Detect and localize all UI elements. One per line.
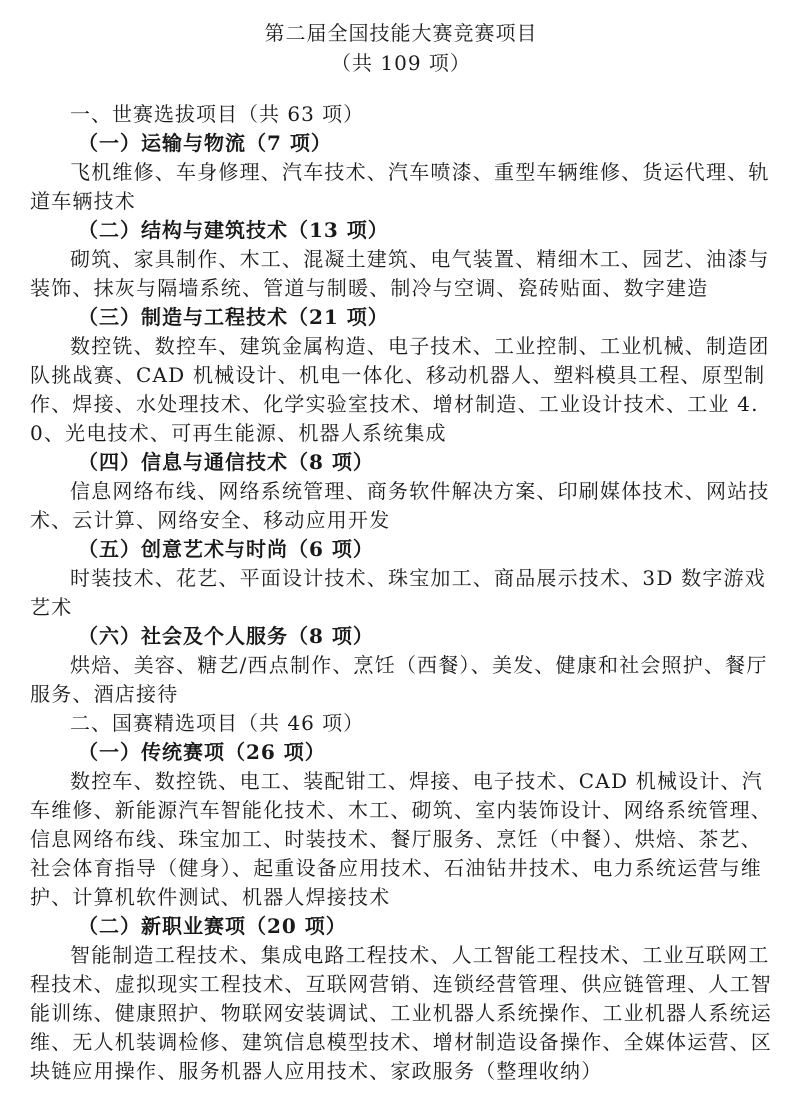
category-heading-creative-arts: （五）创意艺术与时尚（6 项） (78, 537, 374, 561)
category-body-ict: 信息网络布线、网络系统管理、商务软件解决方案、印刷媒体技术、网站技术、云计算、网络安全、移动应用开发 (30, 479, 770, 532)
document-subtitle: （共 109 项） (331, 51, 471, 75)
category-heading-transport: （一）运输与物流（7 项） (78, 131, 332, 155)
category-body-construction: 砌筑、家具制作、木工、混凝土建筑、电气装置、精细木工、园艺、油漆与装饰、抹灰与隔墙系统、管道与制暖、制冷与空调、瓷砖贴面、数字建造 (30, 247, 770, 300)
category-heading-new-occupations: （二）新职业赛项（20 项） (78, 914, 347, 938)
document-title: 第二届全国技能大赛竞赛项目 (264, 21, 538, 45)
category-heading-social-services: （六）社会及个人服务（8 项） (78, 624, 374, 648)
category-body-creative-arts: 时装技术、花艺、平面设计技术、珠宝加工、商品展示技术、3D 数字游戏艺术 (30, 566, 766, 619)
category-body-traditional: 数控车、数控铣、电工、装配钳工、焊接、电子技术、CAD 机械设计、汽车维修、新能源汽车智能化技术、木工、砌筑、室内装饰设计、网络系统管理、信息网络布线、珠宝加工、时装技术、餐厅服务、烹饪（中餐）、烘焙、茶艺、社会体育指导（健身）、起重设备应用技术、石油钻井技术、电力系统运营与维护、计算机软件测试、机器人焊接技术 (30, 769, 772, 909)
category-heading-construction: （二）结构与建筑技术（13 项） (78, 218, 389, 242)
category-body-new-occupations: 智能制造工程技术、集成电路工程技术、人工智能工程技术、工业互联网工程技术、虚拟现实工程技术、互联网营销、连锁经营管理、供应链管理、人工智能训练、健康照护、物联网安装调试、工业机器人系统操作、工业机器人系统运维、无人机装调检修、建筑信息模型技术、增材制造设备操作、全媒体运营、区块链应用操作、服务机器人应用技术、家政服务（整理收纳） (30, 943, 772, 1083)
category-heading-manufacturing: （三）制造与工程技术（21 项） (78, 305, 389, 329)
section-heading-national-selection: 二、国赛精选项目（共 46 项） (70, 711, 365, 735)
category-body-manufacturing: 数控铣、数控车、建筑金属构造、电子技术、工业控制、工业机械、制造团队挑战赛、CAD 机械设计、机电一体化、移动机器人、塑料模具工程、原型制作、焊接、水处理技术、化学实验室技术、增材制造、工业设计技术、工业 4.0、光电技术、可再生能源、机器人系统集成 (30, 334, 770, 445)
category-heading-ict: （四）信息与通信技术（8 项） (78, 450, 374, 474)
category-heading-traditional: （一）传统赛项（26 项） (78, 740, 326, 764)
category-body-transport: 飞机维修、车身修理、汽车技术、汽车喷漆、重型车辆维修、货运代理、轨道车辆技术 (30, 160, 770, 213)
category-body-social-services: 烘焙、美容、糖艺/西点制作、烹饪（西餐）、美发、健康和社会照护、餐厅服务、酒店接待 (30, 653, 768, 706)
section-heading-world-selection: 一、世赛选拔项目（共 63 项） (70, 102, 365, 126)
